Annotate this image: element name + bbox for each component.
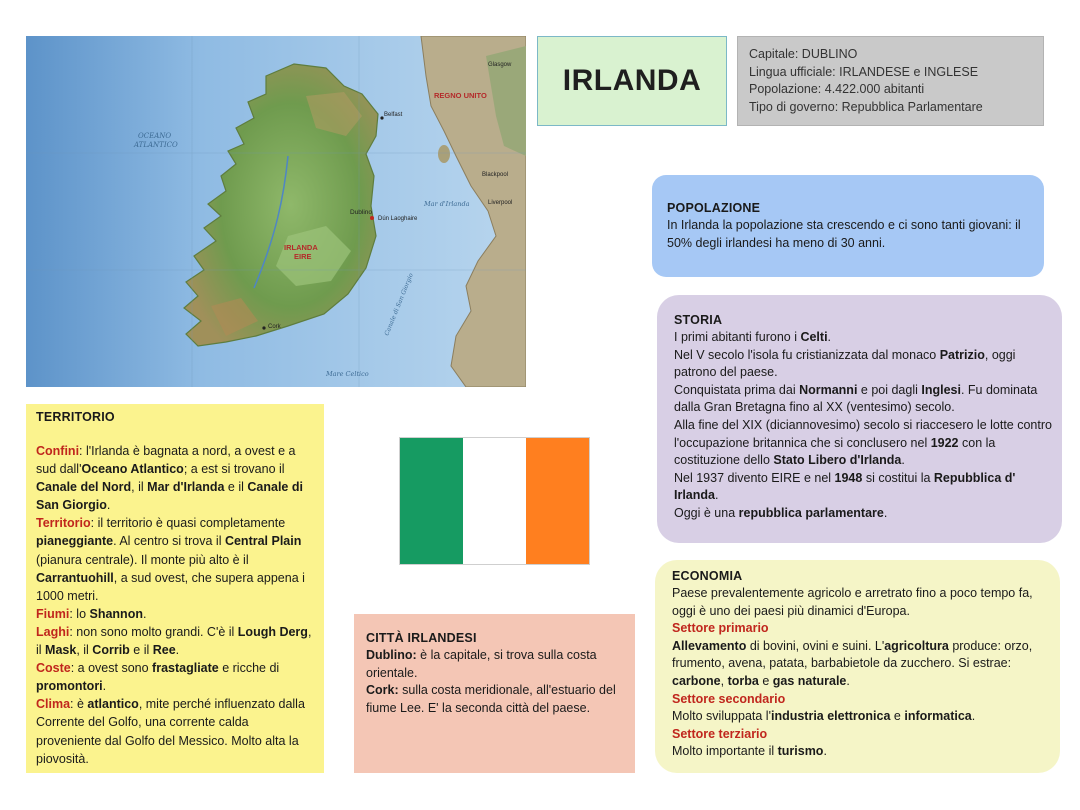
economia-intro: Paese prevalentemente agricolo e arretrato fino a poco tempo fa, oggi è uno dei paesi più dinamici d'Europa. [672, 586, 1033, 618]
flag-white-stripe [463, 438, 526, 564]
storia-line-6: Oggi è una repubblica parlamentare. [674, 505, 888, 520]
map-celtic-sea-label: Mare Celtico [326, 370, 369, 378]
territorio-fiumi: Fiumi: lo Shannon. [36, 606, 147, 621]
irish-flag [399, 437, 590, 565]
settore-secondario-text: Molto sviluppata l'industria elettronica e informatica. [672, 709, 976, 724]
map-cork-label: Cork [268, 324, 281, 330]
storia-line-5: Nel 1937 divento EIRE e nel 1948 si costitui la Repubblica d' Irlanda. [674, 470, 1016, 503]
settore-secondario-label: Settore secondario [672, 691, 786, 706]
territorio-box [26, 404, 324, 773]
territorio-laghi: Laghi: non sono molto grandi. C'è il Lough Derg, il Mask, il Corrib e il Ree. [36, 624, 312, 658]
economia-heading: ECONOMIA [672, 569, 743, 583]
map-eire-label: EIRE [294, 252, 312, 261]
fact-population: Popolazione: 4.422.000 abitanti [749, 82, 925, 97]
map-image [26, 36, 526, 387]
popolazione-heading: POPOLAZIONE [667, 201, 761, 215]
territorio-territorio: Territorio: il territorio è quasi completamente pianeggiante. Al centro si trova il Central Plain (pianura centrale). Il monte più alto è il Carrantuohill, a sud ovest, che supera appena i 1000 metri. [36, 516, 305, 603]
map-sea-label: Mar d'Irlanda [424, 200, 470, 208]
map-belfast-label: Belfast [384, 112, 403, 118]
popolazione-box [652, 175, 1044, 277]
territorio-coste: Coste: a ovest sono frastagliate e ricche di promontori. [36, 661, 280, 694]
settore-terziario-text: Molto importante il turismo. [672, 744, 827, 759]
economia-box [655, 560, 1060, 773]
territorio-clima: Clima: è atlantico, mite perché influenzato dalla Corrente del Golfo, una corrente calda proveniente dal Golfo del Messico. Molto alta la piovosità. [36, 697, 305, 766]
citta-dublino: Dublino: è la capitale, si trova sulla costa orientale. [366, 648, 597, 680]
map-cork-dot [262, 326, 265, 329]
citta-heading: CITTÀ IRLANDESI [366, 631, 477, 645]
fact-government: Tipo di governo: Repubblica Parlamentare [749, 99, 983, 114]
map-dublin-label: Dublino [350, 209, 373, 216]
title-box [537, 36, 727, 126]
storia-line-3: Conquistata prima dai Normanni e poi dagli Inglesi. Fu dominata dalla Gran Bretagna fino al XX (ventesimo) secolo. [674, 382, 1038, 415]
isle-of-man [438, 145, 450, 163]
citta-cork: Cork: sulla costa meridionale, all'estuario del fiume Lee. E' la seconda città del paese. [366, 683, 616, 715]
territorio-confini: Confini: l'Irlanda è bagnata a nord, a ovest e a sud dall'Oceano Atlantico; a est si trovano il Canale del Nord, il Mar d'Irlanda e il Canale di San Giorgio. [36, 444, 303, 513]
fact-capital: Capitale: DUBLINO [749, 47, 858, 61]
map-liverpool-label: Liverpool [488, 200, 513, 206]
map-ocean-label: OCEANO [138, 132, 172, 140]
settore-primario-label: Settore primario [672, 621, 769, 636]
storia-line-2: Nel V secolo l'isola fu cristianizzata dal monaco Patrizio, oggi patrono del paese. [674, 347, 1016, 380]
map-glasgow-label: Glasgow [488, 62, 512, 68]
page-title: IRLANDA [562, 64, 702, 97]
settore-terziario-label: Settore terziario [672, 726, 768, 741]
map-blackpool-label: Blackpool [482, 172, 509, 178]
storia-line-1: I primi abitanti furono i Celti. [674, 330, 832, 344]
map-laoghaire-label: Dún Laoghaire [378, 216, 418, 222]
map-dublin-dot [370, 216, 374, 220]
citta-box [354, 614, 635, 773]
map-ireland-label: IRLANDA [284, 243, 318, 252]
fact-language: Lingua ufficiale: IRLANDESE e INGLESE [749, 64, 979, 79]
map-ocean-label-2: ATLANTICO [134, 141, 178, 149]
settore-primario-text: Allevamento di bovini, ovini e suini. L'agricoltura produce: orzo, frumento, avena, patata, barbabietole da zucchero. Si estrae: carbone, torba e gas naturale. [672, 638, 1033, 688]
popolazione-text: In Irlanda la popolazione sta crescendo e ci sono tanti giovani: il 50% degli irlandesi ha meno di 30 anni. [667, 218, 1021, 250]
territorio-heading: TERRITORIO [36, 410, 115, 424]
map-uk-label: REGNO UNITO [434, 91, 487, 100]
storia-box [657, 295, 1062, 543]
map-channel-label: Canale di San Giorgio [383, 272, 415, 337]
flag-green-stripe [400, 438, 463, 564]
country-facts [737, 36, 1044, 126]
ireland-map [26, 36, 526, 387]
storia-line-4: Alla fine del XIX (diciannovesimo) secolo si riaccesero le lotte contro l'occupazione britannica che si conclusero nel 1922 con la costituzione dello Stato Libero d'Irlanda. [674, 417, 1052, 468]
flag-orange-stripe [526, 438, 589, 564]
storia-heading: STORIA [674, 313, 723, 327]
